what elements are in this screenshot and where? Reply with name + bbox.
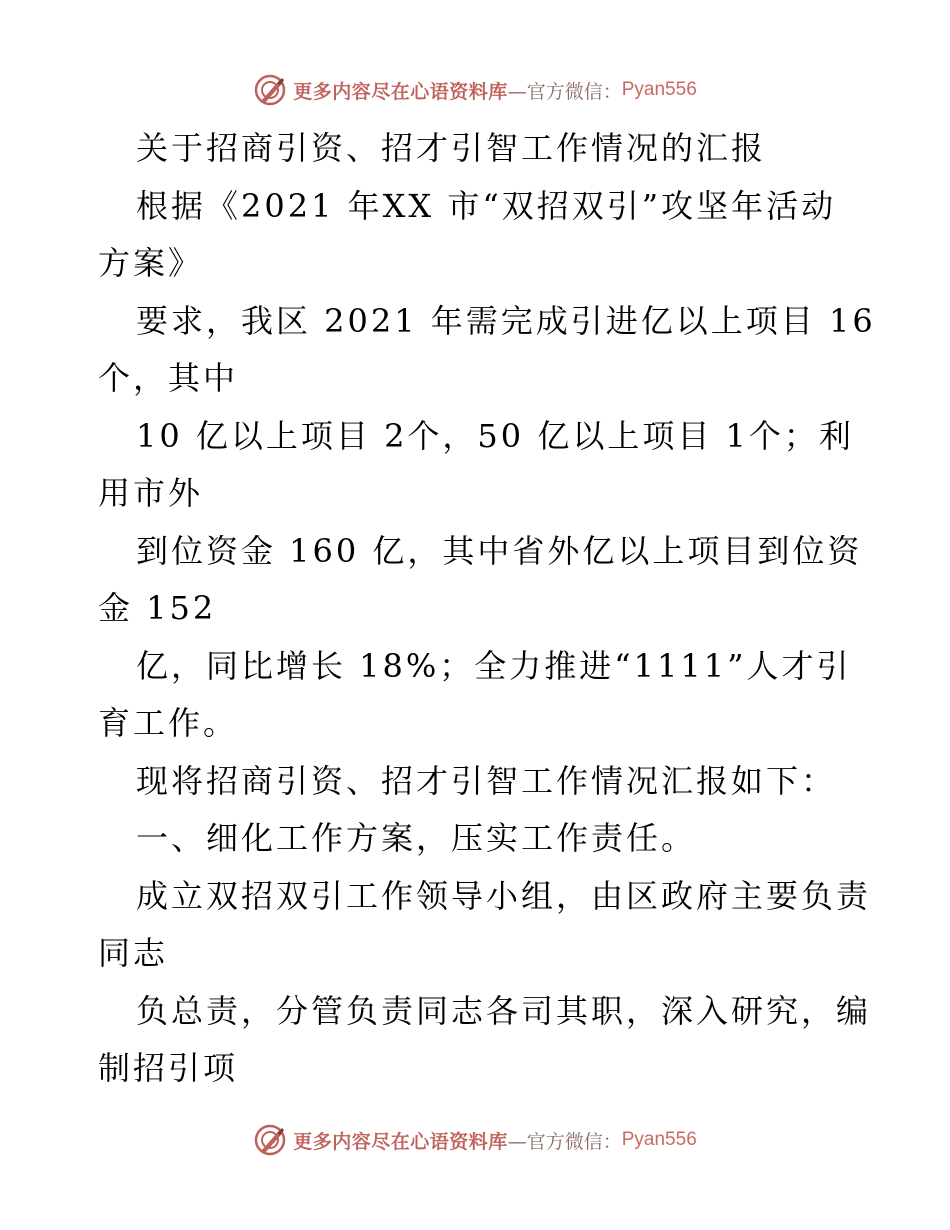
banner-main-text: 更多内容尽在心语资料库 <box>293 1130 508 1153</box>
header-watermark-banner <box>0 70 950 110</box>
doc-line-title: 关于招商引资、招才引智工作情况的汇报 <box>136 129 767 167</box>
doc-line: 制招引项 <box>98 1049 239 1087</box>
doc-line: 个，其中 <box>98 359 239 397</box>
banner-separator-text: —官方微信： <box>507 80 622 103</box>
doc-line: 要求，我区 2021 年需完成引进亿以上项目 16 <box>136 301 876 340</box>
pen-logo-icon <box>253 73 287 107</box>
footer-watermark-banner <box>0 1120 950 1160</box>
doc-line: 根据《2021 年XX 市“双招双引”攻坚年活动 <box>136 186 837 225</box>
doc-line: 育工作。 <box>98 704 239 742</box>
doc-line: 成立双招双引工作领导小组，由区政府主要负责 <box>136 876 872 915</box>
doc-line: 10 亿以上项目 2个，50 亿以上项目 1个；利 <box>136 416 854 455</box>
banner-separator-text: —官方微信： <box>507 1130 622 1153</box>
pen-logo-icon <box>253 1123 287 1157</box>
banner-wechat-id: Pyan556 <box>621 79 697 100</box>
doc-line: 到位资金 160 亿，其中省外亿以上项目到位资 <box>136 531 863 570</box>
banner-main-text: 更多内容尽在心语资料库 <box>293 80 508 103</box>
doc-line: 负总责，分管负责同志各司其职，深入研究，编 <box>136 991 872 1030</box>
doc-line: 方案》 <box>98 244 204 282</box>
doc-line: 同志 <box>98 934 169 972</box>
doc-line: 亿，同比增长 18%；全力推进“1111”人才引 <box>136 646 852 685</box>
document-body <box>98 120 876 1098</box>
doc-line: 金 152 <box>98 589 217 627</box>
doc-line: 现将招商引资、招才引智工作情况汇报如下： <box>136 761 837 800</box>
banner-wechat-id: Pyan556 <box>621 1129 697 1150</box>
doc-line-section-heading: 一、细化工作方案，压实工作责任。 <box>136 819 697 857</box>
doc-line: 用市外 <box>98 474 204 512</box>
